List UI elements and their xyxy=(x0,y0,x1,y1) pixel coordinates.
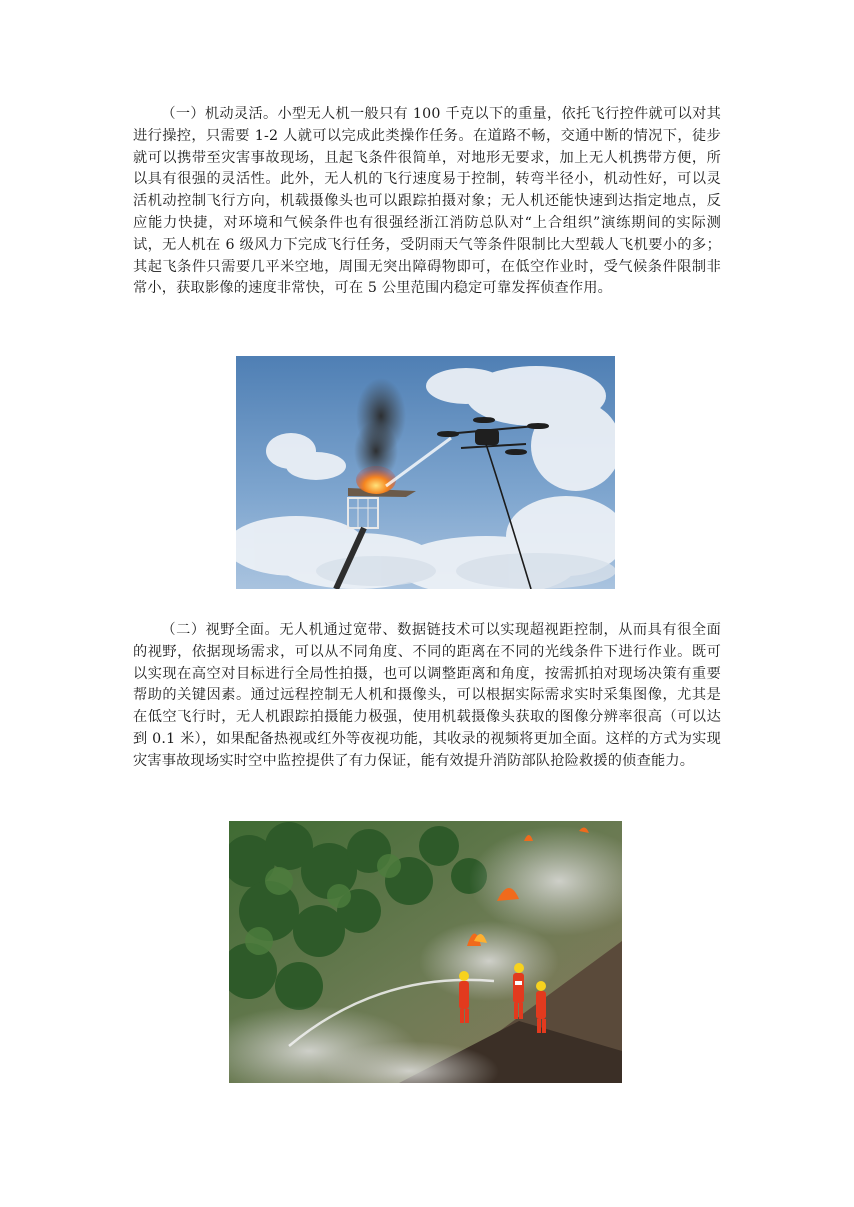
forest-fire-firefighters-photo xyxy=(229,821,622,1083)
paragraph-full-view: （二）视野全面。无人机通过宽带、数据链技术可以实现超视距控制，从而具有很全面的视野，依据现场需求，可以从不同角度、不同的距离在不同的光线条件下进行作业。既可以实现在高空对目标进行全局性拍摄，也可以调整距离和角度，按需抓拍对现场决策有重要帮助的关键因素。通过远程控制无人机和摄像头，可以根据实际需求实时采集图像，尤其是在低空飞行时，无人机跟踪拍摄能力极强，使用机载摄像头获取的图像分辨率很高（可以达到 0.1 米），如果配备热视或红外等夜视功能，其收录的视频将更加全面。这样的方式为实现灾害事故现场实时空中监控提供了有力保证，能有效提升消防部队抢险救援的侦查能力。 xyxy=(133,622,721,769)
paragraph-mobility: （一）机动灵活。小型无人机一般只有 100 千克以下的重量，依托飞行控件就可以对其进行操控，只需要 1-2 人就可以完成此类操作任务。在道路不畅，交通中断的情况下，徒步就可以携带至灾害事故现场，且起飞条件很简单，对地形无要求，加上无人机携带方便，所以具有很强的灵活性。此外，无人机的飞行速度易于控制，转弯半径小，机动性好，可以灵活机动控制飞行方向，机载摄像头也可以跟踪拍摄对象；无人机还能快速到达指定地点，反应能力快捷，对环境和气候条件也有很强经浙江消防总队对“上合组织”演练期间的实际测试，无人机在 6 级风力下完成飞行任务，受阴雨天气等条件限制比大型载人飞机要小的多；其起飞条件只需要几平米空地，周围无突出障碍物即可，在低空作业时，受气候条件限制非常小，获取影像的速度非常快，可在 5 公里范围内稳定可靠发挥侦查作用。 xyxy=(133,106,721,297)
drone-firefighting-photo xyxy=(236,356,615,589)
